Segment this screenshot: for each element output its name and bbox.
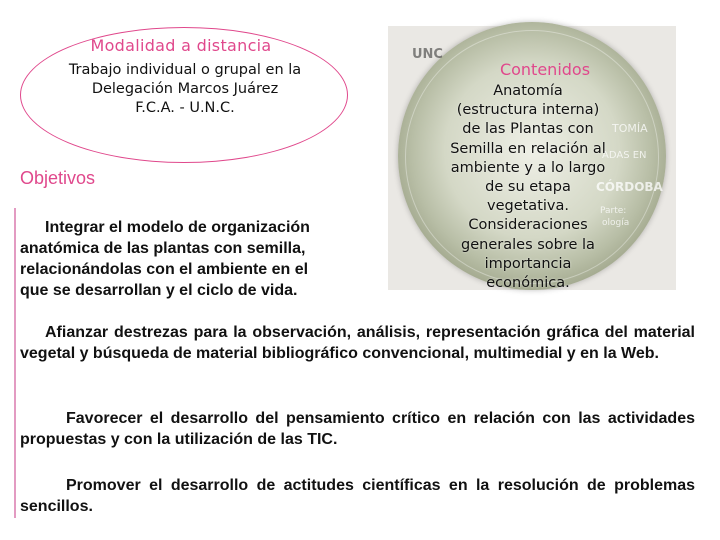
objetivo-1-line: Integrar el modelo de organización [45,219,310,236]
objetivo-1-line: anatómica de las plantas con semilla, [20,240,306,257]
disc-logia-text: ología [602,218,630,228]
contenidos-line: Anatomía [493,83,563,99]
contenidos-line: económica. [486,275,570,292]
objetivo-1-line: que se desarrollan y el ciclo de vida. [20,282,298,299]
objetivos-heading: Objetivos [20,168,96,188]
contenidos-line: vegetativa. [487,198,569,215]
trabajo-line: Trabajo individual o grupal en la [68,62,302,78]
contenidos-text [423,82,633,293]
disc-anatomia-text: TOMÍA [612,122,648,135]
contenidos-line: de las Plantas con [462,121,594,138]
contenidos-line: generales sobre la [461,236,595,253]
disc-en-text: ADAS EN [602,150,647,161]
disc-unc-text: UNC [412,47,443,62]
trabajo-text [26,61,344,118]
contenidos-line: (estructura interna) [456,102,600,119]
contenidos-line: de su etapa [485,179,571,196]
contenidos-line: importancia [484,255,572,272]
contenidos-line: Semilla en relación al [450,140,606,157]
contenidos-line: Consideraciones [468,217,588,234]
trabajo-line: F.C.A. - U.N.C. [135,100,235,116]
objetivo-2: Afianzar destrezas para la observación, análisis, representación gráfica del material vegetal y búsqueda de material bibliográfico convencional, multimedial y en la Web. [20,324,695,362]
objetivo-1 [20,217,346,301]
trabajo-line: Delegación Marcos Juárez [91,81,279,97]
disc-parte-text: Parte: [600,206,627,216]
objetivo-1-line: relacionándolas con el ambiente en el [20,261,309,278]
contenidos-line: ambiente y a lo largo [450,159,606,176]
objetivo-4: Promover el desarrollo de actitudes científicas en la resolución de problemas sencillos. [20,477,695,515]
objetivo-3: Favorecer el desarrollo del pensamiento crítico en relación con las actividades propuestas y con la utilización de las TIC. [20,410,695,448]
disc-cordoba-text: CÓRDOBA [596,180,663,194]
side-divider [14,208,16,518]
modalidad-title: Modalidad a distancia [90,36,272,55]
contenidos-heading: Contenidos [499,60,591,79]
